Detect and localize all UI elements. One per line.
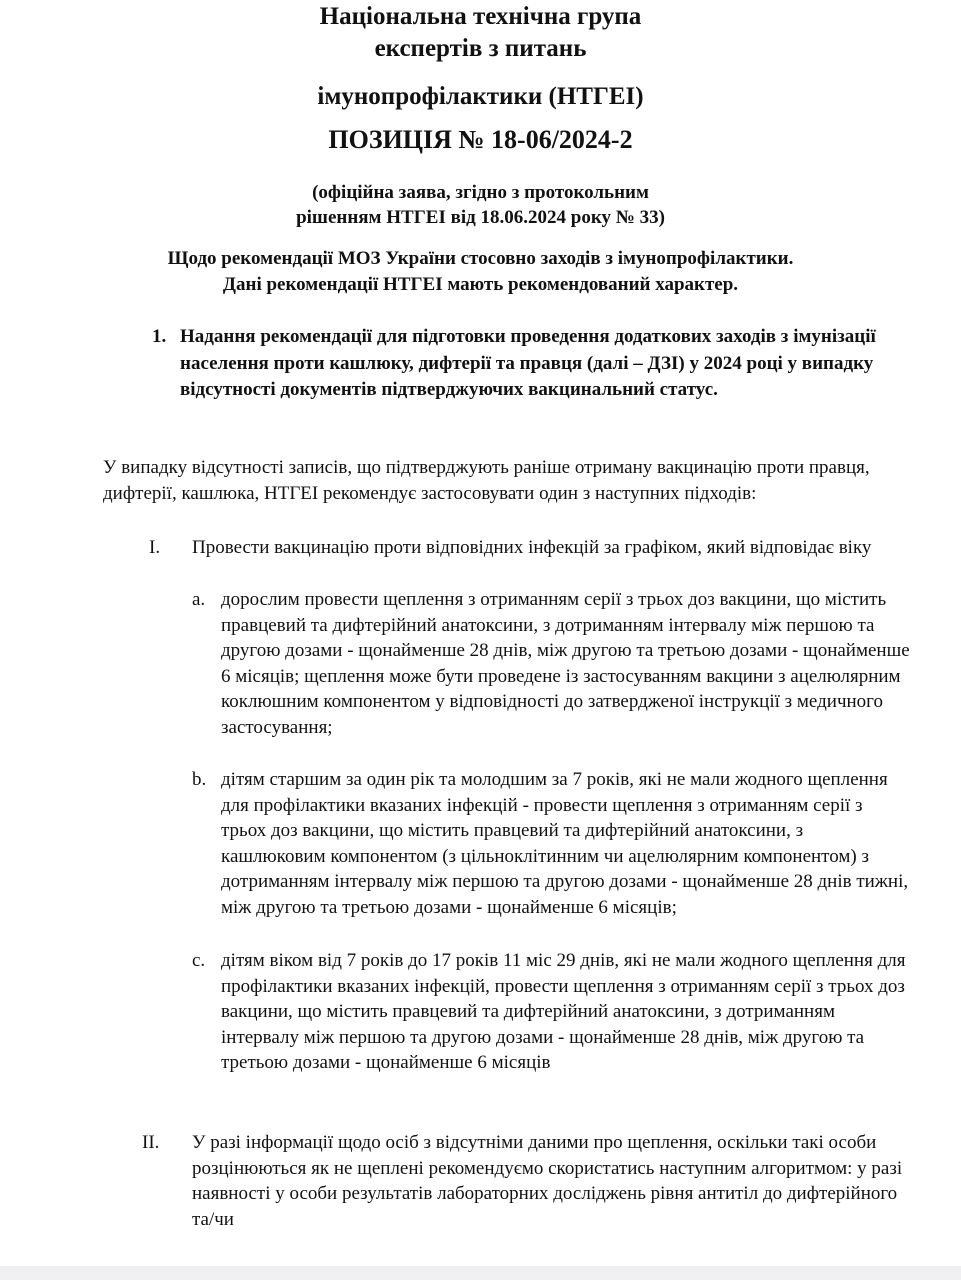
section-1-number: 1. <box>152 326 167 347</box>
sub-item-a-marker: a. <box>192 589 206 610</box>
statement-line2: рішенням НТГЕІ від 18.06.2024 року № 33) <box>296 207 665 228</box>
sub-item-c-marker: c. <box>192 950 206 971</box>
section-1 <box>152 324 912 404</box>
sub-item-b-marker: b. <box>192 769 207 790</box>
roman-2-marker: II. <box>142 1132 160 1153</box>
header-title-line3: імунопрофілактики (НТГЕІ) <box>317 83 644 110</box>
sub-item-a-text: дорослим провести щеплення з отриманням серії з трьох доз вакцини, що містить правцевий та дифтерійний анатоксини, з дотриманням інтервалу між першою та другою дозами - щонайменше 28 днів, між другою та третьою дозами - щонайменше 6 місяців; щеплення може бути проведене із застосуванням вакцини з ацелюлярним коклюшним компонентом у відповідності до затвердженої інструкції з медичного застосування; <box>221 589 910 738</box>
roman-2-text: У разі інформації щодо осіб з відсутніми даними про щеплення, оскільки такі особи розцінюються як не щеплені рекомендуємо скористатись наступним алгоритмом: у разі наявності у особи результатів лабораторних досліджень рівня антитіл до дифтерійного та/чи <box>192 1132 903 1230</box>
roman-1-marker: I. <box>149 537 161 558</box>
intro-paragraph: У випадку відсутності записів, що підтверджують раніше отриману вакцинацію проти правця, дифтерії, кашлюка, НТГЕІ рекомендує застосовувати один з наступних підходів: <box>103 457 870 504</box>
roman-1-text: Провести вакцинацію проти відповідних інфекцій за графіком, який відповідає віку <box>192 537 872 558</box>
statement-line1: (офіційна заява, згідно з протокольним <box>312 182 649 203</box>
position-number: ПОЗИЦІЯ № 18-06/2024-2 <box>328 125 633 154</box>
sub-item-c-text: дітям віком від 7 років до 17 років 11 міс 29 днів, які не мали жодного щеплення для профілактики вказаних інфекцій, провести щеплення з отриманням серії з трьох доз вакцини, що містить правцевий та дифтерійний анатоксини, з дотриманням інтервалу між першою та другою дозами - щонайменше 28 днів, між другою та третьою дозами - щонайменше 6 місяців <box>221 950 906 1073</box>
subject-line2: Дані рекомендації НТГЕІ мають рекомендований характер. <box>222 274 739 295</box>
page-bottom-edge <box>0 1266 961 1280</box>
section-1-title: Надання рекомендації для підготовки проведення додаткових заходів з імунізації населення проти кашлюку, дифтерії та правця (далі – ДЗІ) у 2024 році у випадку відсутності документів підтверджуючих вакцинальний статус. <box>180 326 876 400</box>
header-title-line1: Національна технічна група <box>319 3 642 30</box>
sub-item-b-text: дітям старшим за один рік та молодшим за 7 років, які не мали жодного щеплення для профілактики вказаних інфекцій - провести щеплення з отриманням серії з трьох доз вакцини, що містить правцевий та дифтерійний анатоксини, з кашлюковим компонентом (з цільноклітинним чи ацелюлярним компонентом) з дотриманням інтервалу між першою та другою дозами - щонайменше 28 днів тижні, між другою та третьою дозами - щонайменше 6 місяців; <box>221 769 909 918</box>
subject-line1: Щодо рекомендації МОЗ України стосовно заходів з імунопрофілактики. <box>167 248 794 269</box>
header-title-line2: експертів з питань <box>374 35 587 62</box>
